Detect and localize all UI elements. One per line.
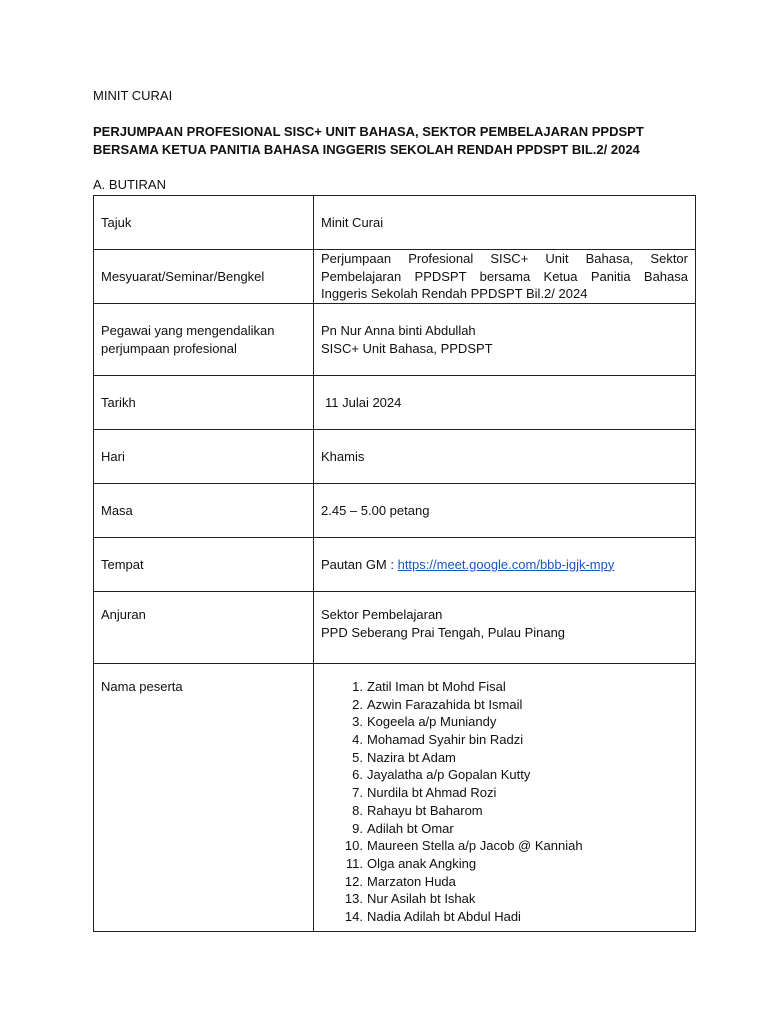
table-row-tempat (94, 538, 696, 592)
list-item: 6. Jayalatha a/p Gopalan Kutty (352, 767, 531, 783)
section-label: A. BUTIRAN (93, 177, 166, 192)
row-label: Nama peserta (94, 664, 314, 932)
row-label: Pegawai yang mengendalikan perjumpaan profesional (94, 304, 314, 376)
document-heading: PERJUMPAAN PROFESIONAL SISC+ UNIT BAHASA, SEKTOR PEMBELAJARAN PPDSPT BERSAMA KETUA PANITIA BAHASA INGGERIS SEKOLAH RENDAH PPDSPT BIL.2/ 2024 (93, 124, 644, 157)
date-value: 11 Julai 2024 (325, 394, 402, 410)
organizer-line: PPD Seberang Prai Tengah, Pulau Pinang (321, 624, 566, 640)
row-value (314, 664, 696, 932)
list-item: 8. Rahayu bt Baharom (352, 802, 483, 818)
row-label: Anjuran (94, 592, 314, 664)
table-row-hari (94, 430, 696, 484)
row-value: Minit Curai (314, 196, 696, 250)
row-value: 2.45 – 5.00 petang (314, 484, 696, 538)
officer-name: Pn Nur Anna binti Abdullah (321, 323, 476, 338)
table-row-tajuk (94, 196, 696, 250)
list-item: 4. Mohamad Syahir bin Radzi (352, 732, 524, 748)
list-item: 5. Nazira bt Adam (352, 749, 456, 765)
list-item: 1. Zatil Iman bt Mohd Fisal (352, 679, 506, 694)
table-row-anjuran (94, 592, 696, 664)
row-value (314, 376, 696, 430)
row-value (314, 538, 696, 592)
list-item: 7. Nurdila bt Ahmad Rozi (352, 785, 497, 801)
row-label: Tarikh (94, 376, 314, 430)
row-label: Mesyuarat/Seminar/Bengkel (94, 250, 314, 304)
list-item: 13. Nur Asilah bt Ishak (344, 891, 476, 907)
table-row-mesyuarat (94, 250, 696, 304)
document-label: MINIT CURAI (93, 88, 173, 103)
list-item: 2. Azwin Farazahida bt Ismail (352, 696, 523, 712)
table-row-tarikh (94, 376, 696, 430)
list-item: 10. Maureen Stella a/p Jacob @ Kanniah (344, 838, 583, 854)
officer-unit: SISC+ Unit Bahasa, PPDSPT (321, 340, 493, 356)
meeting-link[interactable]: https://meet.google.com/bbb-igjk-mpy (397, 556, 615, 572)
list-item: 14. Nadia Adilah bt Abdul Hadi (344, 908, 521, 924)
row-value: Perjumpaan Profesional SISC+ Unit Bahasa, Sektor Pembelajaran PPDSPT bersama Ketua Panitia Bahasa Inggeris Sekolah Rendah PPDSPT Bil.2/ 2024 (314, 250, 696, 304)
organizer-line: Sektor Pembelajaran (321, 607, 443, 622)
table-row-peserta (94, 664, 696, 932)
list-item: 12. Marzaton Huda (344, 873, 456, 889)
list-item: 3. Kogeela a/p Muniandy (352, 714, 497, 730)
table-row-masa (94, 484, 696, 538)
participant-list (321, 678, 688, 926)
table-row-pegawai (94, 304, 696, 376)
row-label: Masa (94, 484, 314, 538)
row-value: Khamis (314, 430, 696, 484)
row-label: Tajuk (94, 196, 314, 250)
row-value (314, 304, 696, 376)
details-table (93, 195, 696, 932)
row-label: Tempat (94, 538, 314, 592)
link-prefix: Pautan GM : (321, 556, 398, 572)
row-value (314, 592, 696, 664)
row-label: Hari (94, 430, 314, 484)
list-item: 11. Olga anak Angking (345, 855, 477, 871)
list-item: 9. Adilah bt Omar (352, 820, 454, 836)
